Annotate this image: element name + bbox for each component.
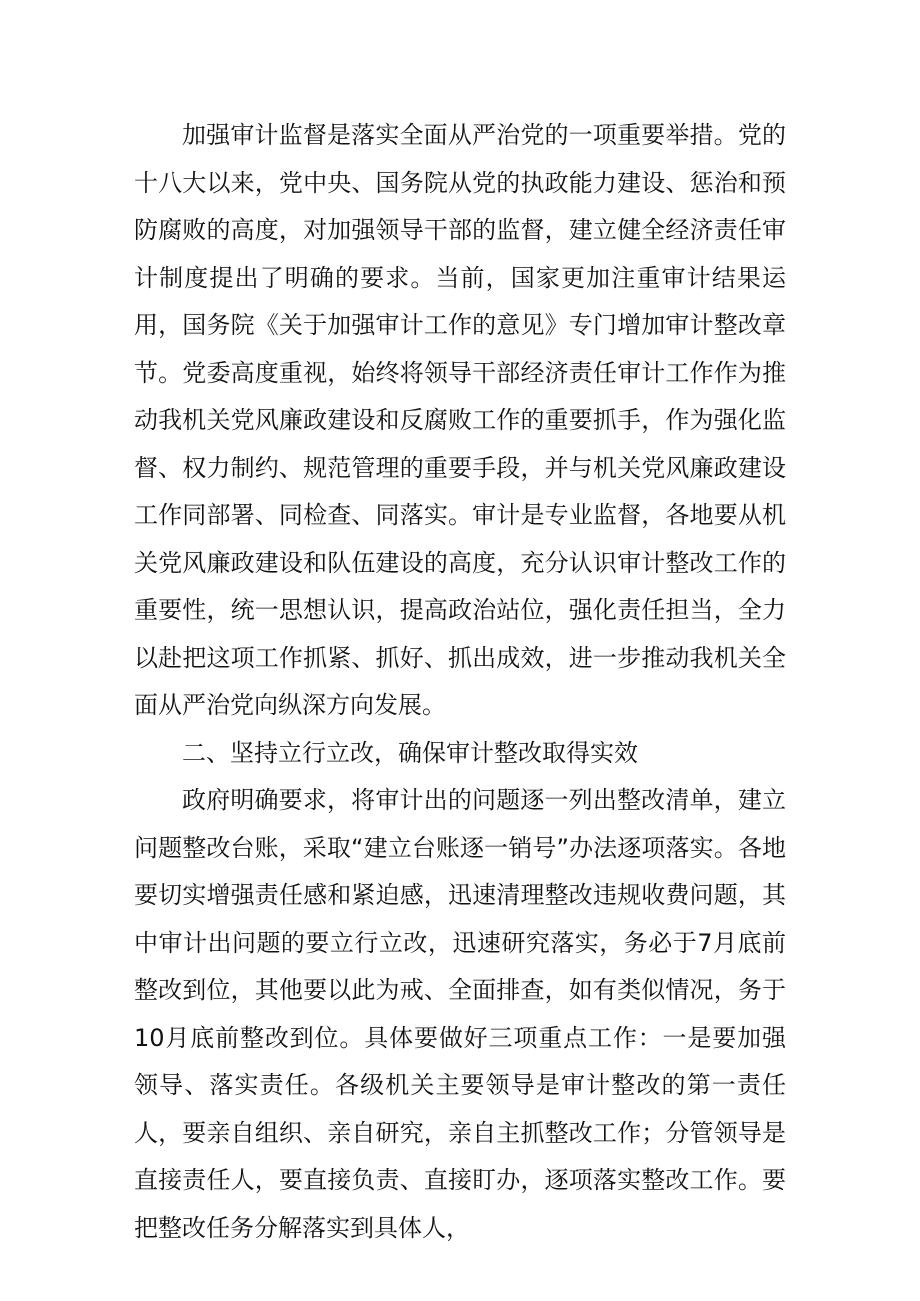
paragraph-rectification-requirements: 政府明确要求，将审计出的问题逐一列出整改清单，建立问题整改台账，采取“建立台账逐一销号”办法逐项落实。各地要切实增强责任感和紧迫感，迅速清理整改违规收费问题，其中审计出问题的要立行立改，迅速研究落实，务必于7月底前整改到位，其他要以此为戒、全面排查，如有类似情况，务于10月底前整改到位。具体要做好三项重点工作：一是要加强领导、落实责任。各级机关主要领导是审计整改的第一责任人，要亲自组织、亲自研究，亲自主抓整改工作；分管领导是直接责任人，要直接负责、直接盯办，逐项落实整改工作。要把整改任务分解落实到具体人， [134, 786, 786, 1242]
paragraph-audit-supervision: 加强审计监督是落实全面从严治党的一项重要举措。党的十八大以来，党中央、国务院从党的执政能力建设、惩治和预防腐败的高度，对加强领导干部的监督，建立健全经济责任审计制度提出了明确的要求。当前，国家更加注重审计结果运用，国务院《关于加强审计工作的意见》专门增加审计整改章节。党委高度重视，始终将领导干部经济责任审计工作作为推动我机关党风廉政建设和反腐败工作的重要抓手，作为强化监督、权力制约、规范管理的重要手段，并与机关党风廉政建设工作同部署、同检查、同落实。审计是专业监督，各地要从机关党风廉政建设和队伍建设的高度，充分认识审计整改工作的重要性，统一思想认识，提高政治站位，强化责任担当，全力以赴把这项工作抓紧、抓好、抓出成效，进一步推动我机关全面从严治党向纵深方向发展。 [134, 121, 786, 719]
section-heading: 二、坚持立行立改，确保审计整改取得实效 [182, 738, 638, 767]
document-body [134, 112, 786, 1252]
